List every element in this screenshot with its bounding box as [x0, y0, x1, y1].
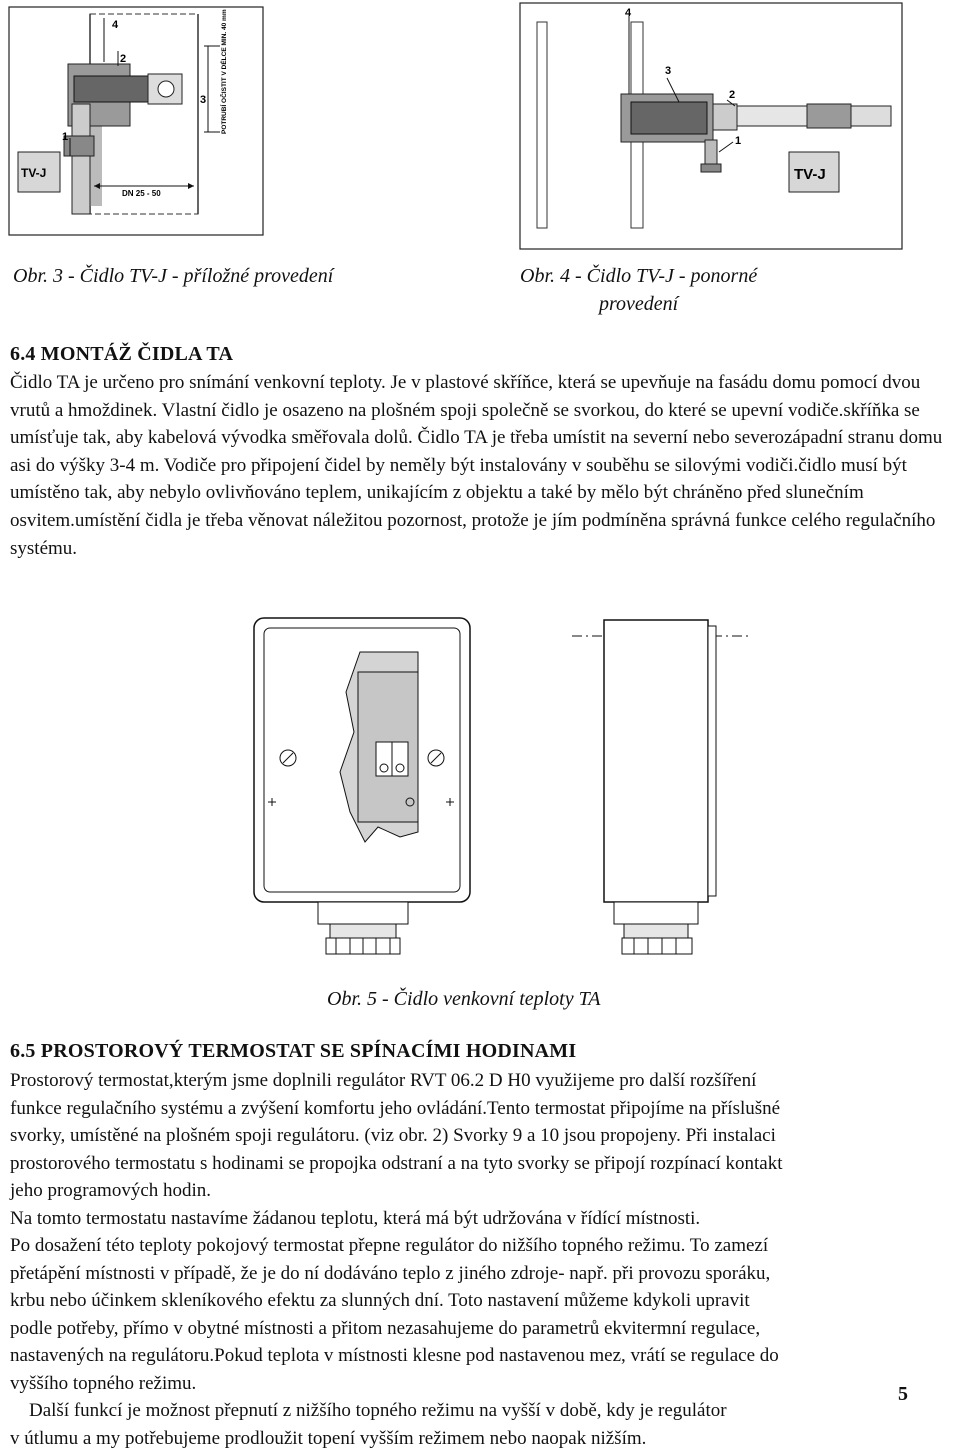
text-line: jeho programových hodin. — [10, 1177, 955, 1205]
fig3-num-4: 4 — [112, 19, 119, 31]
text-line: přetápění místnosti v případě, že je do ní dodáváno teplo z jiného zdroje- např. při provozu sporáku, — [10, 1260, 955, 1288]
figure-5-drawing — [250, 612, 750, 974]
text-line: funkce regulačního systému a zvýšení komfortu jeho ovládání.Tento termostat připojíme na příslušné — [10, 1095, 955, 1123]
fig3-num-1: 1 — [62, 131, 68, 143]
figure-4-drawing — [519, 2, 903, 250]
text-line: krbu nebo účinkem skleníkového efektu za slunných dní. Toto nastavení můžeme kdykoli upravit — [10, 1287, 955, 1315]
fig3-dn-label: DN 25 - 50 — [122, 189, 161, 198]
text-line: Na tomto termostatu nastavíme žádanou teplotu, která má být udržována v řídící místnosti. — [10, 1205, 955, 1233]
fig3-caption: Obr. 3 - Čidlo TV-J - příložné provedení — [13, 265, 333, 288]
fig4-caption-line2: provedení — [599, 293, 678, 316]
figure-3-drawing — [8, 6, 264, 236]
text-line: podle potřeby, přímo v obytné místnosti a přitom nezasahujeme do parametrů ekvitermní regulace, — [10, 1315, 955, 1343]
section-6-4-heading: 6.4 MONTÁŽ ČIDLA TA — [10, 343, 233, 366]
fig4-tag: TV-J — [794, 166, 826, 183]
text-line: Po dosažení této teploty pokojový termostat přepne regulátor do nižšího topného režimu. To zamezí — [10, 1232, 955, 1260]
fig3-pipe-label: POTRUBÍ OČISTIT V DÉLCE MIN. 40 mm — [219, 9, 228, 134]
text-line: prostorového termostatu s hodinami se propojka odstraní a na tyto svorky se připojí rozpínací kontakt — [10, 1150, 955, 1178]
fig3-tag: TV-J — [21, 166, 46, 180]
fig4-num-1: 1 — [735, 135, 741, 147]
text-line: Další funkcí je možnost přepnutí z nižšího topného režimu na vyšší v době, kdy je regulátor — [10, 1397, 955, 1425]
fig3-num-2: 2 — [120, 53, 126, 65]
text-line: svorky, umístěné na plošném spoji regulátoru. (viz obr. 2) Svorky 9 a 10 jsou propojeny. Při instalaci — [10, 1122, 955, 1150]
fig4-num-2: 2 — [729, 89, 735, 101]
text-line: vyššího topného režimu. — [10, 1370, 955, 1398]
fig4-num-4: 4 — [625, 7, 632, 19]
section-6-5-heading: 6.5 PROSTOROVÝ TERMOSTAT SE SPÍNACÍMI HODINAMI — [10, 1040, 576, 1063]
fig4-num-3: 3 — [665, 65, 671, 77]
text-line: Prostorový termostat,kterým jsme doplnili regulátor RVT 06.2 D H0 využijeme pro další rozšíření — [10, 1067, 955, 1095]
text-line: v útlumu a my potřebujeme prodloužit topení vyšším režimem nebo naopak nižším. — [10, 1425, 955, 1452]
section-6-5-text — [10, 1067, 955, 1452]
text-line: nastavených na regulátoru.Pokud teplota v místnosti klesne pod nastavenou mez, vrátí se regulace do — [10, 1342, 955, 1370]
page-number: 5 — [898, 1383, 908, 1406]
fig4-caption-line1: Obr. 4 - Čidlo TV-J - ponorné — [520, 265, 757, 288]
section-6-4-text: Čidlo TA je určeno pro snímání venkovní teploty. Je v plastové skříňce, která se upevňuje na fasádu domu pomocí dvou vrutů a hmoždinek. Vlastní čidlo je osazeno na plošném spoji společně se svorkou, do které se upevní vodiče.skříňka se umísťuje tak, aby kabelová vývodka směřovala dolů. Čidlo TA je třeba umístit na severní nebo severozápadní stranu domu asi do výšky 3-4 m. Vodiče pro připojení čidel by neměly být instalovány v souběhu se silovými vodiči.čidlo musí být umístěno tak, aby nebylo ovlivňováno teplem, unikajícím z objektu a také by mělo být chráněno před slunečním osvitem.umístění čidla je třeba věnovat náležitou pozornost, protože je jím podmíněna správná funkce celého regulačního systému. — [10, 369, 955, 562]
fig5-caption: Obr. 5 - Čidlo venkovní teploty TA — [327, 988, 600, 1011]
fig3-num-3: 3 — [200, 94, 206, 106]
